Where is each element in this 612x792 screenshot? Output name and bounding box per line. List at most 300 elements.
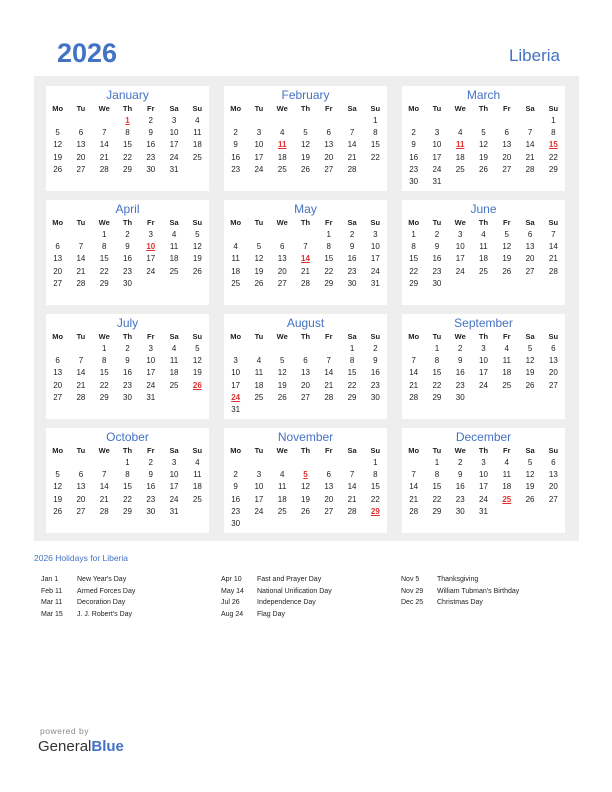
day-cell: 2 — [457, 344, 463, 353]
day-cell: 7 — [411, 356, 416, 366]
empty-cell — [518, 506, 541, 518]
day-cell: 20 — [301, 380, 310, 390]
day-cell: 3 — [171, 458, 177, 467]
weekday-header: We — [454, 104, 466, 113]
day-cell: 13 — [76, 140, 86, 150]
day-cell: 29 — [548, 164, 558, 174]
day-cell: 1 — [551, 116, 556, 125]
weekday-header: Mo — [230, 104, 242, 113]
brand-logo[interactable] — [38, 738, 124, 755]
day-cell: 21 — [548, 254, 558, 264]
empty-cell — [364, 164, 387, 176]
weekday-header: Mo — [52, 104, 64, 113]
empty-cell — [294, 404, 317, 416]
holiday-column — [401, 574, 519, 609]
empty-cell — [294, 518, 317, 530]
holiday-date: Nov 5 — [401, 576, 420, 583]
weekday-header: Su — [192, 104, 203, 113]
day-cell: 3 — [457, 230, 463, 239]
weekday-header: Tu — [254, 104, 264, 113]
day-cell: 9 — [125, 356, 130, 366]
day-cell: 23 — [455, 380, 465, 390]
day-cell: 3 — [373, 230, 378, 239]
day-cell: 12 — [502, 242, 512, 252]
day-cell: 17 — [479, 368, 488, 378]
day-cell: 7 — [101, 470, 107, 480]
day-cell: 26 — [502, 266, 512, 276]
holiday-name: New Year's Day — [77, 576, 127, 583]
empty-cell — [139, 278, 162, 290]
empty-cell — [271, 115, 294, 127]
day-cell: 31 — [370, 278, 380, 288]
day-cell: 26 — [277, 392, 287, 402]
day-cell: 27 — [502, 164, 512, 174]
day-cell: 24 — [479, 494, 488, 504]
empty-cell — [69, 343, 92, 355]
day-cell: 11 — [278, 482, 287, 492]
day-cell: 6 — [303, 356, 308, 366]
day-cell: 2 — [125, 344, 130, 353]
day-cell: 24 — [254, 164, 264, 174]
day-cell: 25 — [502, 380, 512, 390]
day-cell: 18 — [169, 254, 179, 264]
day-cell: 8 — [349, 356, 355, 366]
weekday-header: Th — [122, 104, 133, 113]
day-cell: 4 — [171, 230, 177, 239]
day-cell: 9 — [457, 470, 463, 480]
empty-cell — [247, 457, 270, 469]
day-cell: 23 — [409, 164, 419, 174]
day-cell: 21 — [76, 380, 86, 390]
day-cell: 11 — [502, 470, 511, 480]
day-cell: 14 — [76, 368, 86, 378]
day-cell: 25 — [455, 164, 465, 174]
day-cell: 8 — [125, 470, 130, 480]
day-cell: 20 — [324, 494, 334, 504]
day-cell: 26 — [525, 380, 535, 390]
day-cell: 2 — [411, 128, 416, 138]
day-cell: 12 — [525, 470, 535, 480]
day-cell: 8 — [125, 128, 130, 138]
day-cell: 2 — [349, 230, 355, 239]
empty-cell — [317, 115, 340, 127]
holiday-date: Apr 10 — [221, 576, 242, 583]
weekday-header: Sa — [169, 104, 179, 113]
weekday-header: We — [454, 446, 466, 455]
weekday-header: Tu — [76, 104, 86, 113]
weekday-header: Fr — [325, 332, 333, 341]
day-cell: 15 — [123, 140, 132, 150]
day-cell: 24 — [455, 266, 465, 276]
day-cell: 31 — [231, 405, 241, 415]
empty-cell — [271, 518, 294, 530]
weekday-header: Sa — [347, 332, 357, 341]
weekday-header: Sa — [347, 218, 357, 227]
day-cell: 17 — [146, 368, 156, 378]
day-cell: 11 — [231, 254, 240, 264]
day-cell: 28 — [409, 506, 419, 516]
day-cell: 19 — [301, 494, 310, 504]
month-december — [402, 428, 565, 533]
day-cell: 1 — [101, 344, 107, 353]
weekday-header: Fr — [147, 218, 155, 227]
empty-cell — [495, 278, 518, 290]
holiday-column — [221, 574, 332, 620]
empty-cell — [247, 115, 270, 127]
day-cell: 21 — [99, 152, 109, 162]
day-cell: 1 — [349, 344, 355, 353]
day-cell: 5 — [481, 128, 486, 138]
day-cell: 1 — [101, 230, 107, 239]
holiday-row — [41, 574, 135, 586]
month-name: December — [455, 430, 512, 444]
day-cell: 3 — [148, 230, 153, 239]
empty-cell — [247, 343, 270, 355]
day-cell: 14 — [99, 140, 109, 150]
day-cell: 7 — [527, 128, 533, 138]
brand-general: General — [38, 738, 92, 755]
day-cell: 30 — [409, 177, 419, 187]
day-cell: 12 — [192, 242, 202, 252]
day-cell: 15 — [370, 140, 380, 150]
weekday-header: Tu — [76, 218, 86, 227]
empty-cell — [518, 392, 541, 404]
day-cell: 7 — [78, 242, 84, 252]
day-cell: 28 — [409, 392, 419, 402]
holiday-day-cell: 29 — [370, 506, 380, 516]
day-cell: 13 — [324, 140, 334, 150]
day-cell: 30 — [347, 278, 357, 288]
day-cell: 24 — [146, 266, 156, 276]
weekday-header: Su — [192, 218, 203, 227]
day-cell: 25 — [192, 152, 202, 162]
day-cell: 10 — [479, 470, 488, 480]
day-cell: 14 — [548, 242, 558, 252]
weekday-header: Tu — [254, 446, 264, 455]
empty-cell — [364, 518, 387, 530]
month-name: July — [116, 316, 139, 330]
day-cell: 16 — [123, 368, 132, 378]
day-cell: 23 — [146, 494, 156, 504]
empty-cell — [162, 392, 185, 404]
empty-cell — [472, 176, 495, 188]
empty-cell — [294, 457, 317, 469]
day-cell: 16 — [409, 152, 419, 162]
day-cell: 2 — [148, 458, 153, 467]
day-cell: 28 — [548, 266, 558, 276]
holiday-day-cell: 26 — [192, 380, 202, 390]
day-cell: 27 — [301, 392, 310, 402]
day-cell: 26 — [525, 494, 535, 504]
empty-cell — [294, 343, 317, 355]
day-cell: 5 — [55, 470, 60, 480]
day-cell: 7 — [349, 128, 355, 138]
day-cell: 5 — [256, 242, 262, 252]
holiday-row — [41, 586, 135, 598]
day-cell: 10 — [254, 140, 264, 150]
day-cell: 23 — [123, 266, 132, 276]
day-cell: 20 — [76, 152, 86, 162]
weekday-header: Su — [192, 446, 203, 455]
day-cell: 11 — [169, 356, 179, 366]
day-cell: 19 — [192, 368, 202, 378]
month-name: March — [466, 88, 501, 102]
day-cell: 4 — [256, 356, 262, 366]
day-cell: 5 — [195, 344, 200, 353]
weekday-header: Tu — [254, 332, 264, 341]
weekday-header: Mo — [52, 218, 64, 227]
day-cell: 18 — [254, 380, 264, 390]
holiday-date: Jan 1 — [41, 576, 59, 583]
day-cell: 22 — [432, 380, 442, 390]
empty-cell — [224, 115, 247, 127]
day-cell: 10 — [169, 128, 179, 138]
day-cell: 20 — [548, 368, 558, 378]
weekday-header: Sa — [169, 446, 179, 455]
day-cell: 22 — [123, 152, 132, 162]
day-cell: 21 — [301, 266, 310, 276]
weekday-header: Sa — [347, 446, 357, 455]
country-title: Liberia — [508, 46, 560, 65]
day-cell: 12 — [53, 482, 63, 492]
day-cell: 12 — [53, 140, 63, 150]
day-cell: 9 — [148, 470, 153, 480]
empty-cell — [317, 457, 340, 469]
day-cell: 27 — [76, 506, 86, 516]
day-cell: 27 — [76, 164, 86, 174]
holiday-row — [41, 597, 135, 609]
weekday-header: We — [454, 332, 466, 341]
empty-cell — [69, 115, 92, 127]
month-name: April — [115, 202, 140, 216]
day-cell: 1 — [125, 458, 130, 467]
empty-cell — [271, 343, 294, 355]
day-cell: 23 — [347, 266, 357, 276]
day-cell: 6 — [78, 470, 84, 480]
day-cell: 15 — [347, 368, 357, 378]
holiday-row — [41, 609, 135, 621]
day-cell: 10 — [455, 242, 465, 252]
day-cell: 24 — [254, 506, 264, 516]
day-cell: 10 — [479, 356, 488, 366]
day-cell: 17 — [479, 482, 488, 492]
day-cell: 15 — [370, 482, 380, 492]
weekday-header: Th — [122, 332, 133, 341]
empty-cell — [495, 115, 518, 127]
day-cell: 2 — [233, 128, 238, 138]
holiday-date: Aug 24 — [221, 610, 244, 618]
month-october — [46, 428, 209, 533]
day-cell: 7 — [303, 242, 308, 252]
weekday-header: Su — [548, 218, 559, 227]
holiday-day-cell: 11 — [455, 140, 465, 150]
holiday-name: Flag Day — [257, 610, 286, 618]
day-cell: 2 — [233, 470, 238, 480]
holiday-name: Christmas Day — [437, 599, 483, 606]
day-cell: 5 — [527, 458, 533, 467]
day-cell: 8 — [373, 470, 378, 480]
day-cell: 21 — [99, 494, 109, 504]
day-cell: 11 — [502, 356, 511, 366]
day-cell: 15 — [409, 254, 419, 264]
weekday-header: Sa — [525, 446, 535, 455]
weekday-header: Su — [370, 332, 381, 341]
empty-cell — [186, 278, 209, 290]
day-cell: 12 — [192, 356, 202, 366]
empty-cell — [364, 404, 387, 416]
holiday-name: Decoration Day — [77, 599, 126, 606]
day-cell: 18 — [192, 140, 202, 150]
empty-cell — [294, 229, 317, 241]
day-cell: 13 — [548, 470, 558, 480]
day-cell: 19 — [525, 368, 535, 378]
holiday-row — [221, 574, 332, 586]
day-cell: 6 — [551, 344, 556, 353]
weekday-header: Th — [478, 218, 489, 227]
day-cell: 1 — [434, 458, 440, 467]
empty-cell — [186, 164, 209, 176]
day-cell: 28 — [301, 278, 310, 288]
empty-cell — [186, 506, 209, 518]
weekday-header: We — [98, 446, 110, 455]
day-cell: 20 — [324, 152, 334, 162]
weekday-header: Fr — [503, 446, 511, 455]
month-name: September — [454, 316, 513, 330]
weekday-header: Mo — [230, 218, 242, 227]
weekday-header: Th — [478, 104, 489, 113]
day-cell: 26 — [479, 164, 488, 174]
weekday-header: Mo — [408, 104, 420, 113]
powered-by-text: powered by — [40, 726, 89, 736]
weekday-header: Su — [192, 332, 203, 341]
day-cell: 10 — [169, 470, 179, 480]
month-may — [224, 200, 387, 305]
weekday-header: We — [276, 218, 288, 227]
day-cell: 18 — [192, 482, 202, 492]
day-cell: 8 — [101, 356, 107, 366]
empty-cell — [542, 176, 565, 188]
day-cell: 27 — [277, 278, 287, 288]
empty-cell — [542, 392, 565, 404]
day-cell: 1 — [434, 344, 440, 353]
empty-cell — [46, 229, 69, 241]
empty-cell — [425, 115, 448, 127]
day-cell: 17 — [370, 254, 380, 264]
day-cell: 17 — [146, 254, 156, 264]
day-cell: 18 — [455, 152, 465, 162]
day-cell: 5 — [195, 230, 200, 239]
day-cell: 25 — [192, 494, 202, 504]
weekday-header: Tu — [254, 218, 264, 227]
day-cell: 9 — [411, 140, 416, 150]
holiday-row — [221, 597, 332, 609]
empty-cell — [518, 115, 541, 127]
weekday-header: Sa — [525, 104, 535, 113]
holiday-day-cell: 25 — [502, 494, 512, 504]
day-cell: 7 — [78, 356, 84, 366]
weekday-header: We — [276, 332, 288, 341]
day-cell: 20 — [548, 482, 558, 492]
day-cell: 22 — [99, 380, 109, 390]
weekday-header: Th — [300, 104, 311, 113]
day-cell: 10 — [146, 356, 156, 366]
holiday-name: Independence Day — [257, 599, 316, 606]
holiday-name: William Tubman's Birthday — [437, 587, 520, 595]
day-cell: 21 — [324, 380, 334, 390]
weekday-header: Sa — [525, 218, 535, 227]
day-cell: 6 — [279, 242, 285, 252]
empty-cell — [402, 343, 425, 355]
holiday-date: Feb 11 — [41, 587, 63, 595]
day-cell: 19 — [192, 254, 202, 264]
day-cell: 30 — [370, 392, 380, 402]
day-cell: 3 — [233, 356, 238, 366]
brand-blue: Blue — [91, 738, 124, 755]
day-cell: 17 — [254, 152, 264, 162]
empty-cell — [224, 343, 247, 355]
day-cell: 4 — [279, 128, 285, 138]
weekday-header: Mo — [408, 446, 420, 455]
day-cell: 7 — [349, 470, 355, 480]
day-cell: 10 — [231, 368, 241, 378]
weekday-header: We — [276, 446, 288, 455]
day-cell: 20 — [502, 152, 512, 162]
day-cell: 24 — [432, 164, 442, 174]
weekday-header: We — [98, 104, 110, 113]
empty-cell — [495, 392, 518, 404]
day-cell: 9 — [373, 356, 378, 366]
month-name: November — [277, 430, 334, 444]
day-cell: 27 — [548, 494, 558, 504]
day-cell: 5 — [303, 128, 308, 138]
empty-cell — [186, 392, 209, 404]
empty-cell — [472, 392, 495, 404]
day-cell: 18 — [169, 368, 179, 378]
day-cell: 8 — [434, 356, 440, 366]
holiday-name: J. J. Robert's Day — [77, 610, 133, 618]
weekday-header: Th — [478, 332, 489, 341]
holidays-title: 2026 Holidays for Liberia — [34, 553, 129, 563]
month-november — [224, 428, 387, 533]
day-cell: 28 — [99, 164, 109, 174]
weekday-header: We — [98, 218, 110, 227]
day-cell: 15 — [99, 254, 109, 264]
day-cell: 23 — [231, 164, 241, 174]
day-cell: 25 — [169, 380, 179, 390]
month-name: January — [106, 88, 149, 102]
weekday-header: Fr — [503, 332, 511, 341]
empty-cell — [247, 229, 270, 241]
month-name: August — [286, 316, 325, 330]
day-cell: 8 — [101, 242, 107, 252]
day-cell: 20 — [76, 494, 86, 504]
empty-cell — [495, 506, 518, 518]
day-cell: 30 — [231, 519, 241, 529]
day-cell: 9 — [457, 356, 463, 366]
month-july — [46, 314, 209, 419]
day-cell: 18 — [502, 368, 512, 378]
weekday-header: Mo — [52, 446, 64, 455]
holiday-name: Fast and Prayer Day — [257, 576, 322, 583]
day-cell: 22 — [99, 266, 109, 276]
holiday-name: Thanksgiving — [437, 576, 479, 583]
day-cell: 13 — [53, 254, 63, 264]
empty-cell — [340, 518, 363, 530]
calendar-grid — [34, 76, 579, 541]
day-cell: 4 — [171, 344, 177, 353]
day-cell: 30 — [123, 392, 132, 402]
day-cell: 25 — [231, 278, 241, 288]
